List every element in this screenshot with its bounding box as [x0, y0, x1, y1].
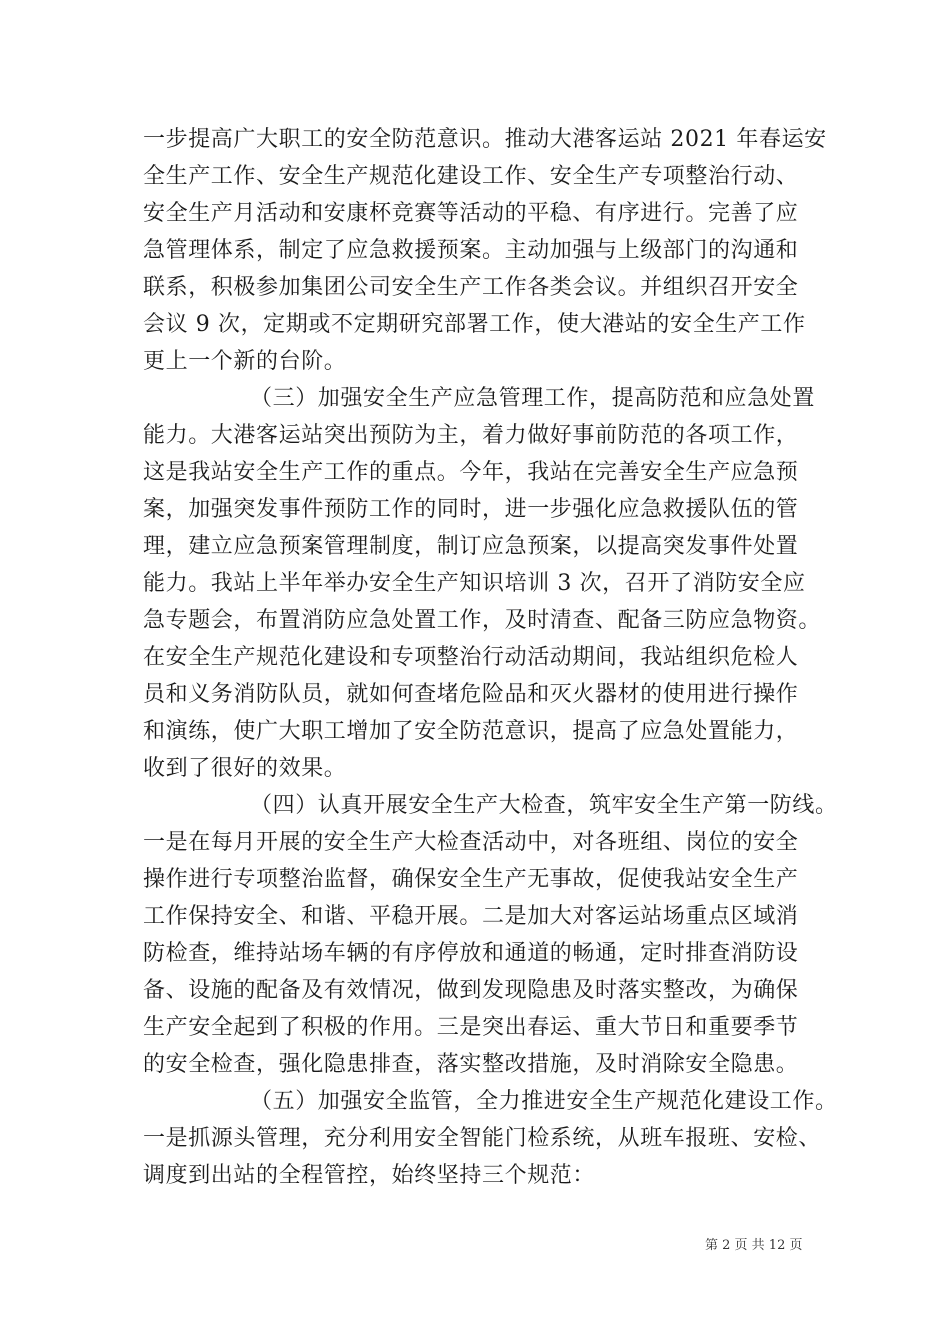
- body-line: 能力。大港客运站突出预防为主，着力做好事前防范的各项工作，: [143, 423, 799, 448]
- page-number-footer: 第 2 页 共 12 页: [705, 1238, 803, 1253]
- body-line: 的安全检查，强化隐患排查，落实整改措施，及时消除安全隐患。: [143, 1052, 799, 1077]
- body-line: 和演练，使广大职工增加了安全防范意识，提高了应急处置能力，: [143, 719, 799, 744]
- body-line: 工作保持安全、和谐、平稳开展。二是加大对客运站场重点区域消: [143, 904, 799, 929]
- body-line: 收到了很好的效果。: [143, 756, 347, 781]
- section-heading-5: （五）加强安全监管，全力推进安全生产规范化建设工作。: [250, 1089, 838, 1114]
- body-line: 一是抓源头管理，充分利用安全智能门检系统，从班车报班、安检、: [143, 1126, 822, 1151]
- body-line: 防检查，维持站场车辆的有序停放和通道的畅通，定时排查消防设: [143, 941, 799, 966]
- body-line: 一是在每月开展的安全生产大检查活动中，对各班组、岗位的安全: [143, 830, 799, 855]
- body-line: 安全生产月活动和安康杯竞赛等活动的平稳、有序进行。完善了应: [143, 201, 799, 226]
- body-line: 这是我站安全生产工作的重点。今年，我站在完善安全生产应急预: [143, 460, 799, 485]
- body-line: 生产安全起到了积极的作用。三是突出春运、重大节日和重要季节: [143, 1015, 799, 1040]
- body-line: 急专题会，布置消防应急处置工作，及时清查、配备三防应急物资。: [143, 608, 822, 633]
- section-heading-4: （四）认真开展安全生产大检查，筑牢安全生产第一防线。: [250, 793, 838, 818]
- body-line: 员和义务消防队员，就如何查堵危险品和灭火器材的使用进行操作: [143, 682, 799, 707]
- body-line: 理，建立应急预案管理制度，制订应急预案，以提高突发事件处置: [143, 534, 799, 559]
- body-line: 更上一个新的台阶。: [143, 349, 347, 374]
- body-line: 能力。我站上半年举办安全生产知识培训 3 次，召开了消防安全应: [143, 571, 806, 596]
- body-line: 一步提高广大职工的安全防范意识。推动大港客运站 2021 年春运安: [143, 127, 827, 152]
- body-line: 备、设施的配备及有效情况，做到发现隐患及时落实整改，为确保: [143, 978, 799, 1003]
- body-line: 急管理体系，制定了应急救援预案。主动加强与上级部门的沟通和: [143, 238, 799, 263]
- body-line: 联系，积极参加集团公司安全生产工作各类会议。并组织召开安全: [143, 275, 799, 300]
- section-heading-3: （三）加强安全生产应急管理工作，提高防范和应急处置: [250, 386, 816, 411]
- body-line: 操作进行专项整治监督，确保安全生产无事故，促使我站安全生产: [143, 867, 799, 892]
- body-line: 会议 9 次，定期或不定期研究部署工作，使大港站的安全生产工作: [143, 312, 806, 337]
- body-line: 全生产工作、安全生产规范化建设工作、安全生产专项整治行动、: [143, 164, 799, 189]
- body-line: 在安全生产规范化建设和专项整治行动活动期间，我站组织危检人: [143, 645, 799, 670]
- body-line: 案，加强突发事件预防工作的同时，进一步强化应急救援队伍的管: [143, 497, 799, 522]
- body-line: 调度到出站的全程管控，始终坚持三个规范：: [143, 1163, 596, 1188]
